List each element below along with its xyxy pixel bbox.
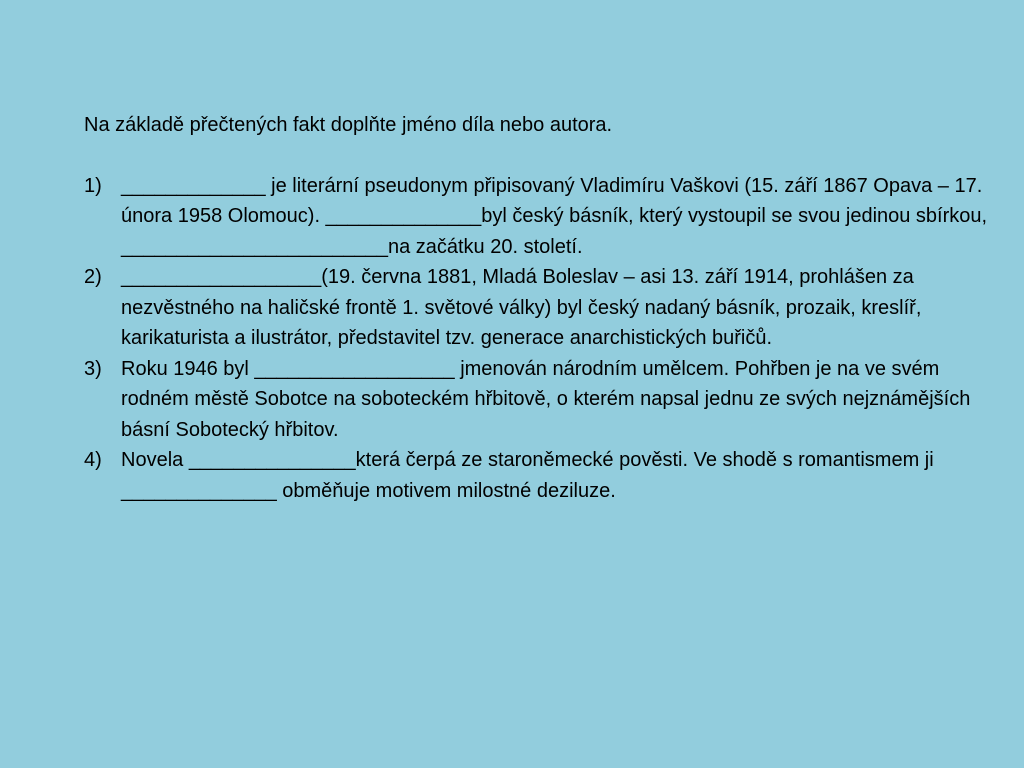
task-text: Novela _______________která čerpá ze staroněmecké pověsti. Ve shodě s romantismem ji ______________ obměňuje motivem milostné deziluze. bbox=[121, 449, 934, 502]
task-item-1 bbox=[84, 171, 990, 263]
task-item-4 bbox=[84, 445, 990, 506]
task-text: __________________(19. června 1881, Mladá Boleslav – asi 13. září 1914, prohlášen za nezvěstného na haličské frontě 1. světové války) byl český nadaný básník, prozaik, kreslíř, karikaturista a ilustrátor, představitel tzv. generace anarchistických buřičů. bbox=[121, 266, 922, 349]
task-item-2 bbox=[84, 262, 990, 354]
task-number: 2) bbox=[84, 266, 102, 288]
task-text: _____________ je literární pseudonym připisovaný Vladimíru Vaškovi (15. září 1867 Opava – 17. února 1958 Olomouc). ______________byl český básník, který vystoupil se svou jedinou sbírkou, ________________________na začátku 20. století. bbox=[121, 174, 988, 258]
slide-content bbox=[84, 110, 990, 506]
task-number: 4) bbox=[84, 449, 102, 471]
task-item-3 bbox=[84, 354, 990, 446]
task-number: 3) bbox=[84, 357, 102, 380]
task-list bbox=[84, 171, 990, 507]
task-text: Roku 1946 byl __________________ jmenován národním umělcem. Pohřben je na ve svém rodném městě Sobotce na soboteckém hřbitově, o kterém napsal jednu ze svých nejznámějších básní Sobotecký hřbitov. bbox=[121, 357, 971, 441]
intro-instruction: Na základě přečtených fakt doplňte jméno díla nebo autora. bbox=[84, 114, 613, 136]
task-number: 1) bbox=[84, 174, 102, 197]
